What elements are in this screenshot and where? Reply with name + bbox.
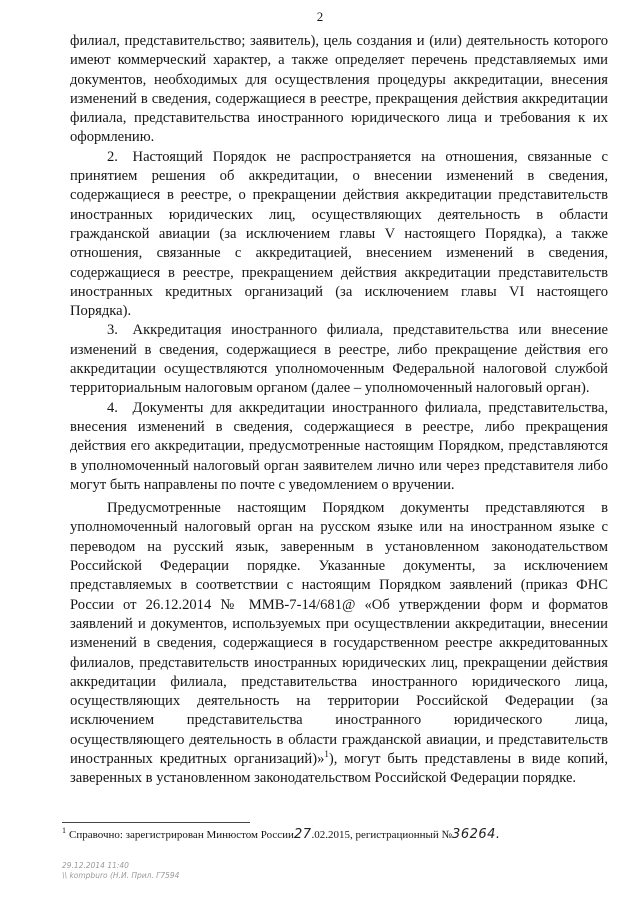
paragraph-item-2: 2. Настоящий Порядок не распространяется на отношения, связанные с принятием решения об аккредитации, о внесении изменений в сведения, содержащиеся в реестре, о прекращении действия аккредитации представительств иностранных юридических лиц, осуществляющих деятельность в области гражданской авиации (за исключением главы V настоящего Порядка), а также отношения, связанные с аккредитацией, внесением изменений в сведения, содержащиеся в реестре, прекращением действия аккредитации представительств иностранных кредитных организаций (за исключением главы VI настоящего Порядка). (70, 148, 608, 320)
paragraph-continuation: филиал, представительство; заявитель), цель создания и (или) деятельность которого имеют коммерческий характер, а также определяет перечень представляемых ими документов, необходимых для осуществления процедуры аккредитации, внесения изменений в сведения, содержащиеся в реестре, прекращения действия аккредитации филиала, представительства иностранного юридического лица и требования к их оформлению. (70, 33, 608, 146)
paragraph-item-4: 4. Документы для аккредитации иностранного филиала, представительства, внесения изменений в сведения, содержащиеся в реестре, либо прекращения действия его аккредитации, предусмотренные настоящим Порядком, представляются в уполномоченный налоговый орган заявителем лично или через представителя либо могут быть направлены по почте с уведомлением о вручении. (70, 399, 608, 493)
footnote-number: 1 (62, 826, 66, 836)
paragraph-documents-language-text: Предусмотренные настоящим Порядком документы представляются в уполномоченный налоговый орган на русском языке или на иностранном языке с переводом на русский язык, заверенным в установленном законодательством Российской Федерации порядке. Указанные документы, за исключением представляемых в соответствии с настоящим Порядком заявлений (приказ ФНС России от 26.12.2014 № ММВ-7-14/681@ «Об утверждении форм и форматов заявлений и документов, используемых при осуществлении аккредитации, внесении изменений в сведения, содержащиеся в государственном реестре аккредитованных филиалов, представительств иностранных юридических лиц, прекращении действия аккредитации филиала, представительства иностранного юридического лица, осуществляющих деятельность на территории Российской Федерации (за исключением представительства иностранного юридического лица, осуществляющего деятельность в области гражданской авиации, и представительств иностранных кредитных организаций)» (70, 500, 608, 767)
footnote (62, 828, 622, 842)
page-number: 2 (316, 9, 324, 24)
paragraph-documents-language-tail: ), могут быть представлены в виде копий, заверенных в установленном законодательством Российской Федерации порядке. (70, 750, 609, 787)
handwritten-date: 27 (293, 827, 312, 842)
print-stamp (62, 861, 179, 881)
print-stamp-line-1: 29.12.2014 11:40 (62, 861, 129, 870)
document-body (70, 32, 608, 789)
handwritten-registration-number: 36264. (452, 827, 501, 842)
footnote-divider (62, 822, 250, 823)
print-stamp-line-2: \\ kompburo (Н.И. Прил. Г7594 (62, 871, 180, 880)
paragraph-documents-language (70, 499, 608, 788)
footnote-text-middle: .02.2015, регистрационный № (311, 829, 453, 841)
footnote-reference: 1 (324, 749, 329, 760)
paragraph-item-3: 3. Аккредитация иностранного филиала, представительства или внесение изменений в сведения, содержащиеся в реестре, либо прекращение действия его аккредитации осуществляются уполномоченным Федеральной налоговой службой территориальным налоговым органом (далее – уполномоченный налоговый орган). (70, 322, 608, 397)
footnote-text-before: Справочно: зарегистрирован Минюстом России (69, 829, 294, 841)
